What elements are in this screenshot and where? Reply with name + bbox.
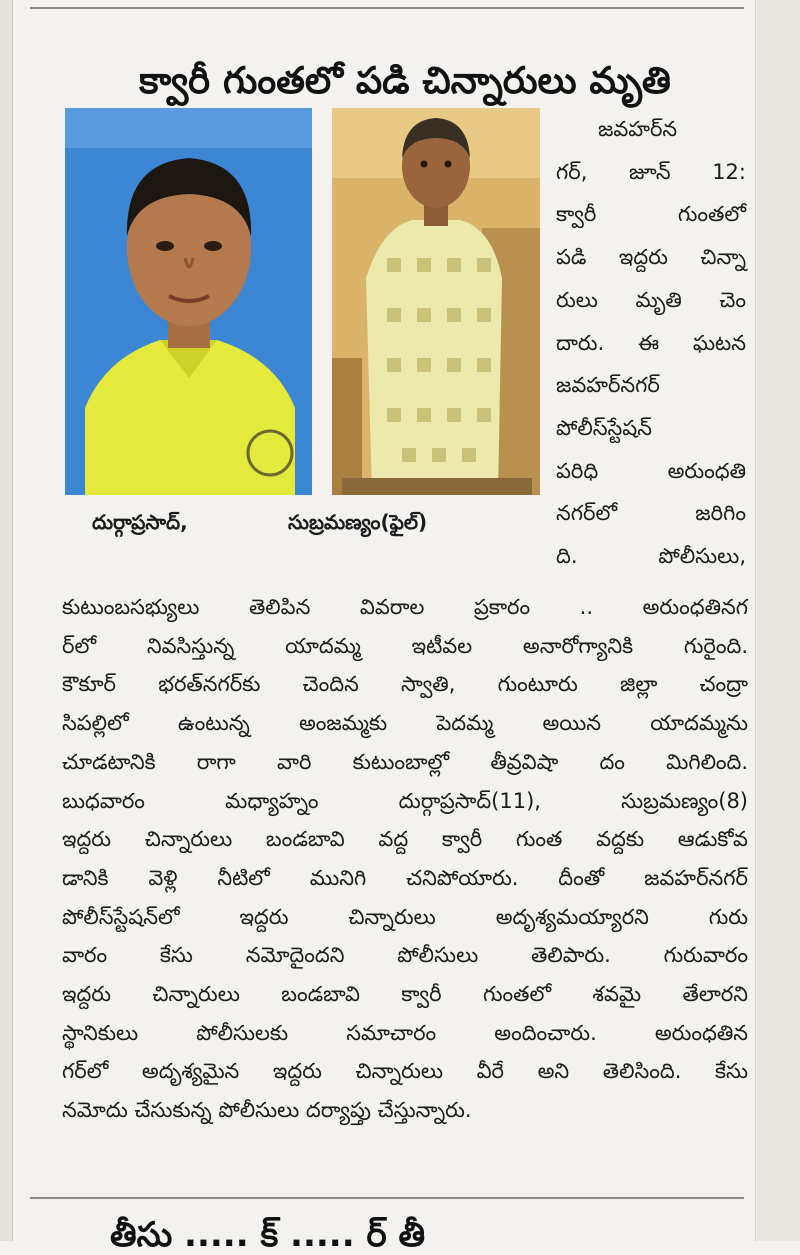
photo-subramanyam xyxy=(332,108,540,495)
body-line: పోలీస్‌స్టేషన్ xyxy=(556,415,652,440)
body-line: రులు మృతి చెం xyxy=(556,287,746,312)
article-headline: క్వారీ గుంతలో పడి చిన్నారులు మృతి xyxy=(139,58,671,102)
adjacent-column-strip xyxy=(755,0,800,1241)
body-line: చూడటానికి రాగా వారి కుటుంబాల్లో తీవ్రవిషా దం మిగిలింది. xyxy=(62,749,748,774)
body-line: గర్, జూన్ 12: xyxy=(556,159,746,184)
body-line: ర్‌లో నివసిస్తున్న యాదమ్మ ఇటీవల అనారోగ్యానికి గురైంది. xyxy=(62,633,748,658)
body-line: ఇద్దరు చిన్నారులు బండబావి వద్ద క్వారీ గుంత వద్దకు ఆడుకోవ xyxy=(62,827,748,852)
body-line: దారు. ఈ ఘటన xyxy=(556,330,746,355)
body-line: పడి ఇద్దరు చిన్నా xyxy=(556,245,746,270)
body-line: జవహర్‌న xyxy=(598,117,678,141)
body-line: వారం కేసు నమోదైందని పోలీసులు తెలిపారు. గురువారం xyxy=(62,943,748,968)
boy-portrait-photo-icon xyxy=(65,108,312,495)
body-line: ది. పోలీసులు, xyxy=(556,544,746,569)
body-line: నగర్‌లో జరిగిం xyxy=(556,501,746,526)
photo-caption: దుర్గాప్రసాద్, xyxy=(92,510,188,534)
body-line: పోలీస్‌స్టేషన్‌లో ఇద్దరు చిన్నారులు అదృశ్యమయ్యారని గురు xyxy=(62,904,748,929)
body-line: బుధవారం మధ్యాహ్నం దుర్గాప్రసాద్(11), సుబ్రమణ్యం(8) xyxy=(62,788,748,813)
bottom-divider xyxy=(30,1197,744,1199)
next-article-headline-fragment: తీసు ..... క్ ..... ర్ తీ xyxy=(110,1215,426,1255)
body-line: కౌకూర్ భరత్‌నగర్‌కు చెందిన స్వాతి, గుంటూరు జిల్లా చంద్రా xyxy=(62,672,748,697)
article-body-wide-column xyxy=(62,588,748,1130)
body-line: గర్‌లో అదృశ్యమైన ఇద్దరు చిన్నారులు వీరే అని తెలిసింది. కేసు xyxy=(62,1059,748,1084)
body-line: సిపల్లిలో ఉంటున్న అంజమ్మకు పెదమ్మ అయిన యాదమ్మను xyxy=(62,711,748,736)
body-line: పరిధి అరుంధతి xyxy=(556,458,746,483)
body-line: స్థానికులు పోలీసులకు సమాచారం అందించారు. అరుంధతిన xyxy=(62,1020,748,1045)
body-line: జవహర్‌నగర్ xyxy=(556,373,660,398)
page-left-margin xyxy=(0,0,13,1241)
body-line: ఇద్దరు చిన్నారులు బండబావి క్వారీ గుంతలో శవమై తేలారని xyxy=(62,982,748,1007)
photo-caption: సుబ్రమణ్యం(ఫైల్) xyxy=(288,510,428,534)
body-line: క్వారీ గుంతలో xyxy=(556,202,746,227)
body-line: నమోదు చేసుకున్న పోలీసులు దర్యాప్తు చేస్తున్నారు. xyxy=(62,1098,472,1123)
article-body-narrow-column xyxy=(556,108,746,578)
body-line: డానికి వెళ్లి నీటిలో మునిగి చనిపోయారు. దీంతో జవహర్‌నగర్ xyxy=(62,865,748,890)
boy-standing-photo-icon xyxy=(332,108,540,495)
photo-durgaprasad xyxy=(65,108,312,495)
top-divider xyxy=(30,7,744,9)
body-line: కుటుంబసభ్యులు తెలిపిన వివరాల ప్రకారం .. అరుంధతినగ xyxy=(62,595,748,619)
